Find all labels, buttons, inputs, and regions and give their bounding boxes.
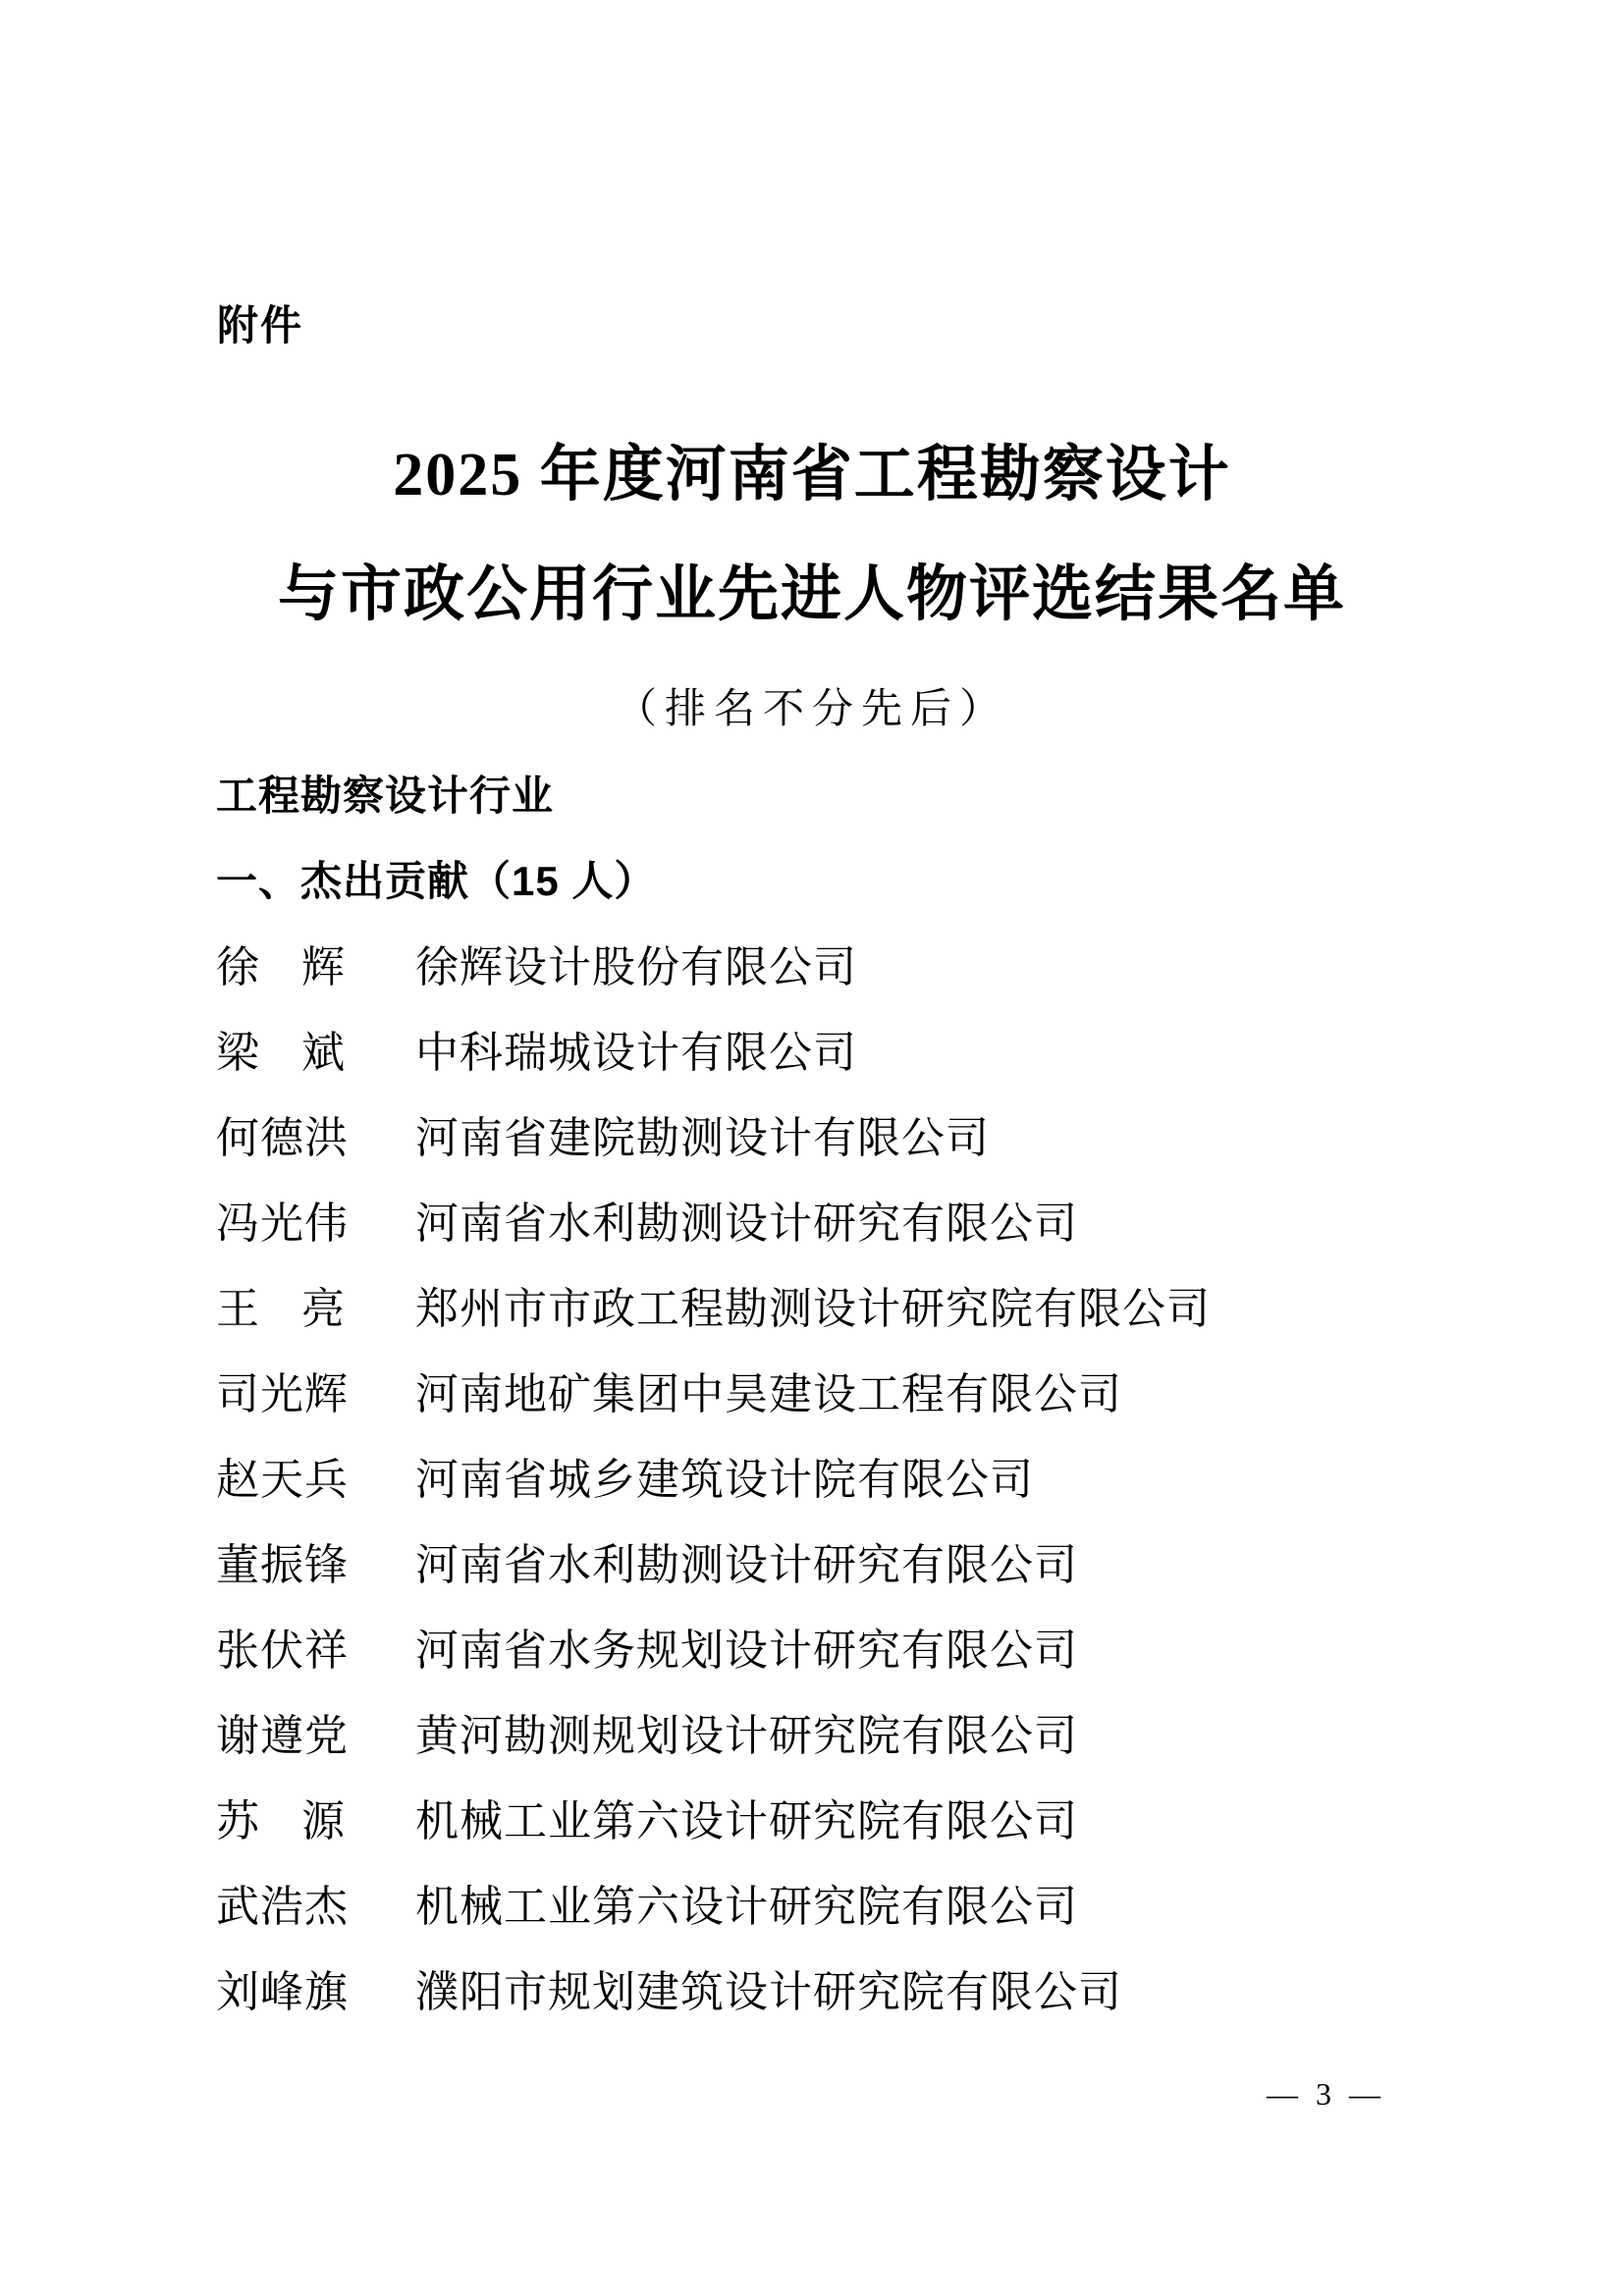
- person-name: [216, 1029, 346, 1077]
- person-name-char: 天: [260, 1456, 304, 1504]
- person-name-char: 杰: [304, 1883, 349, 1931]
- person-name-char: 遵: [260, 1712, 304, 1760]
- person-name-char: 振: [260, 1541, 304, 1589]
- person-company: 河南省水务规划设计研究有限公司: [415, 1627, 1078, 1675]
- person-company: 河南省城乡建筑设计院有限公司: [415, 1456, 1034, 1504]
- person-company: 机械工业第六设计研究院有限公司: [415, 1883, 1078, 1931]
- person-name-char: 浩: [260, 1883, 304, 1931]
- person-name: [216, 1968, 349, 2016]
- person-name-char: 赵: [216, 1456, 260, 1504]
- person-name-char: 峰: [260, 1968, 304, 2016]
- person-company: 河南省建院勘测设计有限公司: [415, 1114, 990, 1162]
- person-company: 濮阳市规划建筑设计研究院有限公司: [415, 1968, 1122, 2016]
- document-title-line-2: 与市政公用行业先进人物评选结果名单: [277, 561, 1346, 628]
- person-name-char: 苏: [216, 1797, 260, 1845]
- person-name-char: 刘: [216, 1968, 260, 2016]
- person-company: 郑州市市政工程勘测设计研究院有限公司: [415, 1285, 1211, 1333]
- person-name-char: 斌: [301, 1029, 346, 1077]
- person-name-char: 党: [304, 1712, 349, 1760]
- person-company: 机械工业第六设计研究院有限公司: [415, 1797, 1078, 1845]
- person-company: 中科瑞城设计有限公司: [415, 1029, 857, 1077]
- person-name-char: 梁: [216, 1029, 260, 1077]
- list-item: [216, 1202, 1211, 1246]
- person-name-char: 徐: [216, 943, 260, 991]
- person-company: 徐辉设计股份有限公司: [415, 943, 857, 991]
- person-name-char: 辉: [304, 1370, 349, 1418]
- person-name-char: 伟: [304, 1200, 349, 1248]
- person-name-char: 谢: [216, 1712, 260, 1760]
- person-name-char: 武: [216, 1883, 260, 1931]
- person-name-char: 源: [301, 1797, 346, 1845]
- person-company: 黄河勘测规划设计研究院有限公司: [415, 1712, 1078, 1760]
- person-name: [216, 1712, 349, 1760]
- list-item: [216, 1712, 1211, 1760]
- person-name-char: 辉: [301, 943, 346, 991]
- list-item: [216, 1114, 1211, 1162]
- category-heading: 一、杰出贡献（15 人）: [216, 858, 657, 904]
- person-name-char: 洪: [304, 1114, 349, 1162]
- person-name-char: 亮: [301, 1285, 346, 1333]
- ranking-note: （排名不分先后）: [615, 687, 1008, 732]
- person-name-char: 董: [216, 1541, 260, 1589]
- person-company: 河南地矿集团中昊建设工程有限公司: [415, 1370, 1122, 1418]
- roster: [216, 943, 1211, 2056]
- person-name-char: 锋: [304, 1541, 349, 1589]
- industry-section-heading: 工程勘察设计行业: [216, 773, 555, 819]
- person-company: 河南省水利勘测设计研究有限公司: [415, 1200, 1078, 1248]
- person-name-char: 祥: [304, 1627, 349, 1675]
- list-item: [216, 1285, 1211, 1333]
- page-number: — 3 —: [1267, 2076, 1385, 2111]
- person-name: [216, 1285, 346, 1333]
- person-name: [216, 1797, 346, 1845]
- person-name-char: 兵: [304, 1456, 349, 1504]
- person-name: [216, 1541, 349, 1589]
- person-name-char: 旗: [304, 1968, 349, 2016]
- attachment-label: 附件: [217, 302, 304, 348]
- list-item: [216, 1629, 1211, 1673]
- list-item: [216, 1797, 1211, 1845]
- person-name: [216, 943, 346, 991]
- person-name: [216, 1114, 349, 1162]
- document-title-line-1: 2025 年度河南省工程勘察设计: [393, 442, 1231, 508]
- person-name-char: 张: [216, 1627, 260, 1675]
- list-item: [216, 943, 1211, 991]
- person-name: [216, 1200, 349, 1248]
- person-name-char: 司: [216, 1370, 260, 1418]
- list-item: [216, 1456, 1211, 1504]
- list-item: [216, 1029, 1211, 1077]
- person-name-char: 光: [260, 1370, 304, 1418]
- person-name-char: 伏: [260, 1627, 304, 1675]
- person-name: [216, 1883, 349, 1931]
- list-item: [216, 1370, 1211, 1418]
- list-item: [216, 1883, 1211, 1931]
- person-name: [216, 1627, 349, 1675]
- person-name-char: 光: [260, 1200, 304, 1248]
- person-name-char: 冯: [216, 1200, 260, 1248]
- person-name: [216, 1370, 349, 1418]
- list-item: [216, 1968, 1211, 2016]
- person-name-char: 德: [260, 1114, 304, 1162]
- person-name-char: 王: [216, 1285, 260, 1333]
- list-item: [216, 1541, 1211, 1589]
- person-name: [216, 1456, 349, 1504]
- person-name-char: 何: [216, 1114, 260, 1162]
- person-company: 河南省水利勘测设计研究有限公司: [415, 1541, 1078, 1589]
